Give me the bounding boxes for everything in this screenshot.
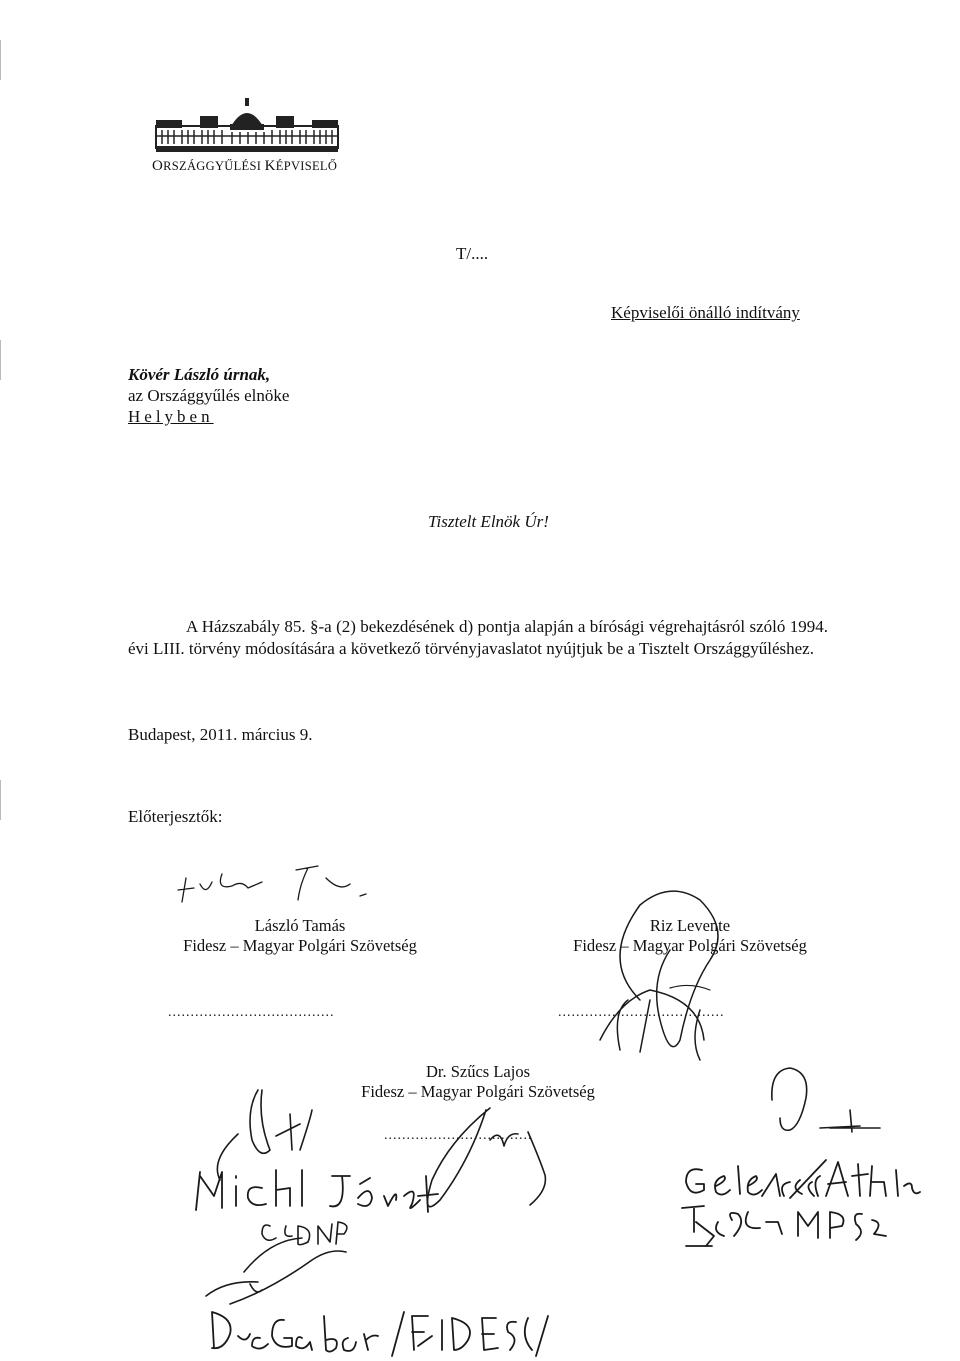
addressee-name: Kövér László úrnak, bbox=[128, 365, 271, 384]
date-line: Budapest, 2011. március 9. bbox=[128, 725, 313, 744]
document-number: T/.... bbox=[456, 244, 489, 263]
signatory-name: Riz Levente bbox=[649, 916, 731, 935]
signatory-party: Fidesz – Magyar Polgári Szövetség bbox=[183, 936, 417, 955]
proposers-label: Előterjesztők: bbox=[128, 807, 223, 826]
signatory-party: Fidesz – Magyar Polgári Szövetség bbox=[573, 936, 807, 955]
signatory-name: Dr. Szűcs Lajos bbox=[425, 1062, 531, 1081]
document-type: Képviselői önálló indítvány bbox=[611, 303, 800, 322]
signature-line: ..................................... bbox=[168, 1005, 335, 1020]
salutation: Tisztelt Elnök Úr! bbox=[428, 512, 549, 531]
signatory-name: László Tamás bbox=[254, 916, 346, 935]
addressee-title: az Országgyűlés elnöke bbox=[128, 386, 290, 405]
signatory-party: Fidesz – Magyar Polgári Szövetség bbox=[361, 1082, 595, 1101]
signature-line: ..................................... bbox=[558, 1005, 725, 1020]
addressee-place: Helyben bbox=[128, 407, 214, 426]
header-caption: ORSZÁGGYŰLÉSI KÉPVISELŐ bbox=[152, 158, 338, 174]
signature-line: ................................. bbox=[384, 1128, 533, 1143]
body-paragraph: A Házszabály 85. §-a (2) bekezdésének d) pontja alapján a bírósági végrehajtásról szóló 1994. évi LIII. törvény módosítására a következő törvényjavaslatot nyújtjuk be a Tisztelt Országgyűléshez. bbox=[128, 617, 828, 658]
